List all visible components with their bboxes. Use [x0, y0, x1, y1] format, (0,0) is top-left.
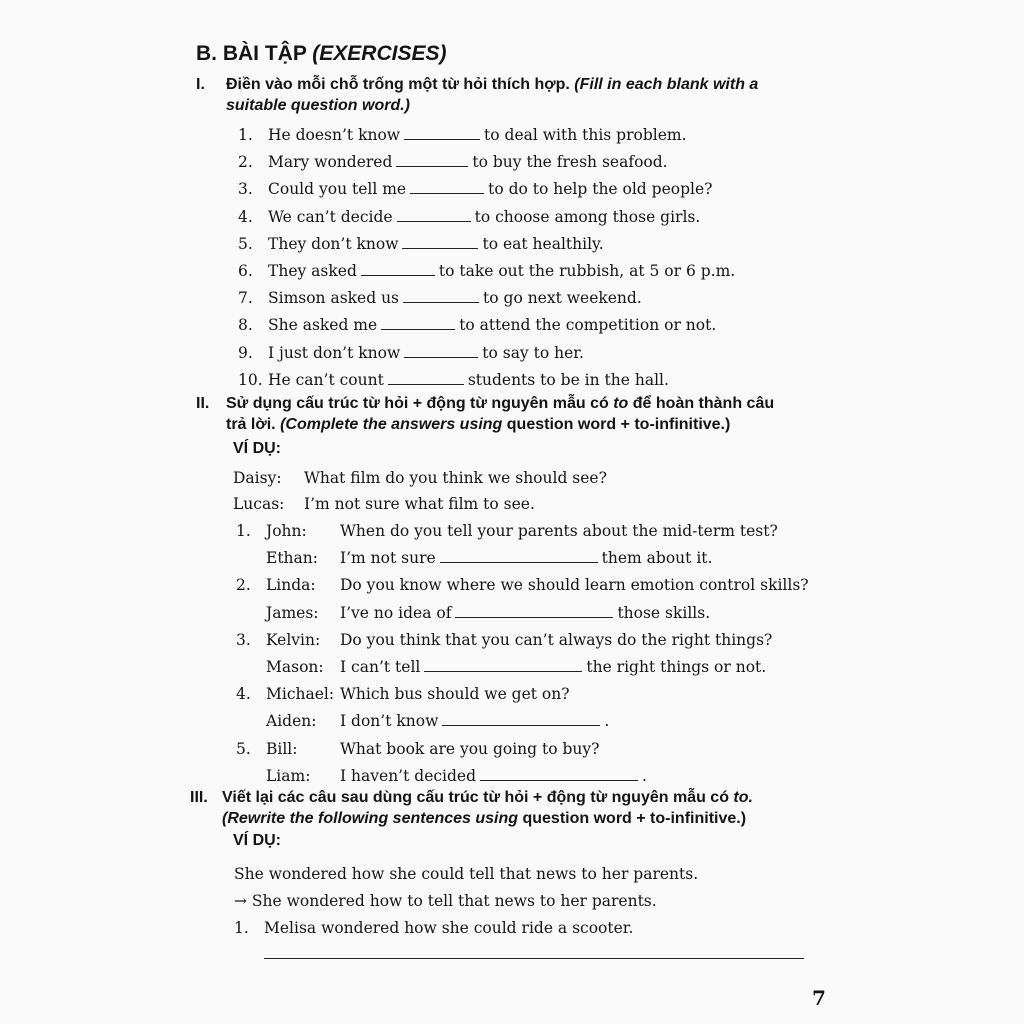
section-1-list	[238, 122, 735, 394]
answer-blank[interactable]	[381, 315, 455, 330]
list-item: Aiden: I don’t know .	[266, 712, 610, 731]
list-item: Ethan: I’m not sure them about it.	[266, 549, 713, 568]
answer-blank[interactable]	[404, 125, 480, 140]
example-label: VÍ DỤ:	[233, 832, 281, 849]
section-2-example: Daisy: What film do you think we should see? Lucas: I’m not sure what film to see.	[233, 469, 607, 513]
answer-blank[interactable]	[403, 288, 479, 303]
section-2-heading: II.	[196, 395, 210, 412]
section-3-example: She wondered how she could tell that news to her parents. → She wondered how to tell that news to her parents. 1. Melisa wondered how she could ride a scooter.	[234, 861, 698, 942]
section-3-instruction: Viết lại các câu sau dùng cấu trúc từ hỏi + động từ nguyên mẫu có to. (Rewrite the following sentences using question word + to-infinitive.)	[222, 789, 753, 827]
list-item: 9. I just don’t know to say to her.	[238, 343, 584, 362]
answer-blank[interactable]	[388, 370, 464, 385]
list-item: 6. They asked to take out the rubbish, at 5 or 6 p.m.	[238, 262, 736, 281]
answer-blank[interactable]	[404, 343, 478, 358]
page-number: 7	[812, 986, 826, 1010]
answer-blank[interactable]	[442, 711, 600, 726]
answer-blank[interactable]	[424, 657, 582, 672]
list-item: 5. They don’t know to eat healthily.	[238, 234, 604, 253]
example-label: VÍ DỤ:	[233, 440, 281, 457]
answer-blank[interactable]	[397, 207, 471, 222]
answer-line[interactable]	[264, 958, 804, 959]
list-item: 10. He can’t count students to be in the hall.	[238, 370, 669, 389]
answer-blank[interactable]	[480, 766, 638, 781]
answer-blank[interactable]	[402, 234, 478, 249]
list-item: 4. Michael: Which bus should we get on?	[236, 685, 570, 704]
answer-blank[interactable]	[410, 179, 484, 194]
section-2-instruction: Sử dụng cấu trúc từ hỏi + động từ nguyên mẫu có to để hoàn thành câu trả lời. (Complete the answers using question word + to-infinitive.)	[226, 395, 775, 433]
list-item: 1. He doesn’t know to deal with this problem.	[238, 126, 687, 144]
list-item: 8. She asked me to attend the competition or not.	[238, 316, 717, 335]
answer-blank[interactable]	[455, 603, 613, 618]
list-item: 2. Mary wondered to buy the fresh seafood.	[238, 153, 668, 172]
list-item: 1. John: When do you tell your parents about the mid-term test?	[236, 522, 778, 540]
list-item: 5. Bill: What book are you going to buy?	[236, 739, 600, 758]
answer-blank[interactable]	[396, 152, 468, 167]
section-1-heading: I.	[196, 76, 205, 93]
list-item: Mason: I can’t tell the right things or not.	[266, 658, 767, 677]
answer-blank[interactable]	[440, 548, 598, 563]
list-item: James: I’ve no idea of those skills.	[266, 603, 711, 622]
list-item: Liam: I haven’t decided .	[266, 766, 647, 785]
list-item: 4. We can’t decide to choose among those girls.	[238, 207, 701, 226]
section-2-list	[236, 518, 809, 790]
list-item: 2. Linda: Do you know where we should learn emotion control skills?	[236, 576, 809, 595]
answer-blank[interactable]	[361, 261, 435, 276]
list-item: 3. Kelvin: Do you think that you can’t always do the right things?	[236, 630, 773, 649]
list-item: 1. Melisa wondered how she could ride a scooter.	[234, 919, 634, 937]
section-1-instruction: Điền vào mỗi chỗ trống một từ hỏi thích hợp. (Fill in each blank with a suitable question word.)	[226, 76, 759, 114]
list-item: 3. Could you tell me to do to help the old people?	[238, 180, 713, 199]
section-3-heading: III.	[190, 789, 208, 806]
list-item: 7. Simson asked us to go next weekend.	[238, 289, 642, 308]
section-title: B. BÀI TẬP (EXERCISES)	[196, 42, 447, 65]
